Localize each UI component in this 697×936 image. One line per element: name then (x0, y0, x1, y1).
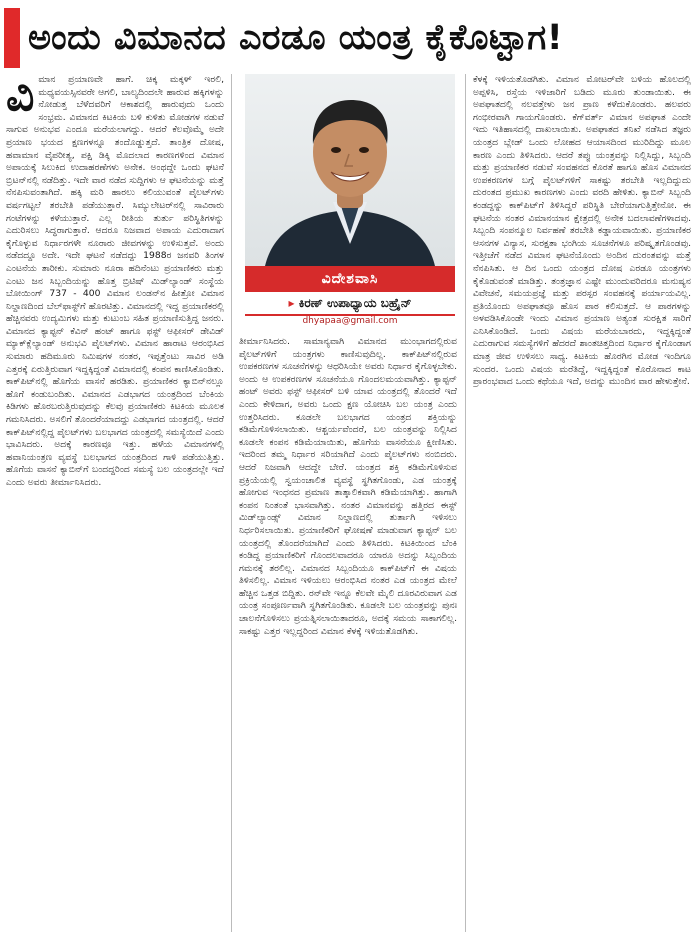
column-title: ವಿದೇಶವಾಸಿ (245, 266, 455, 292)
article-column-2 (239, 336, 457, 932)
column-1-text: ಮಾನ ಪ್ರಯಾಣವೇ ಹಾಗೆ. ಚಿಕ್ಕ ಮಕ್ಕಳ್ ಇರಲಿ, ಮಧ್ಯವಯಸ್ಸಿನವರೇ ಆಗಲಿ, ಬಾಲ್ಯದಿಂದಲೇ ಹಾರುವ ಹಕ್ಕಿಗಳನ್ನು ನೋಡುತ್ತ ಬೆಳೆದವರಿಗೆ ಆಕಾಶದಲ್ಲಿ ಹಾರುವುದು ಒಂದು ಸಂಭ್ರಮ. ವಿಮಾನದ ಕಿಟಕಿಯ ಬಳಿ ಕುಳಿತು ಮೋಡಗಳ ನಡುವೆ ಸಾಗುವ ಅನುಭವ ಎಂದೂ ಮರೆಯಲಾಗದ್ದು. ಆದರೆ ಕೆಲವೊಮ್ಮೆ ಅದೇ ಪ್ರಯಾಣ ಭಯದ ಕ್ಷಣಗಳನ್ನೂ ತಂದೊಡ್ಡುತ್ತದೆ. ತಾಂತ್ರಿಕ ದೋಷ, ಹವಾಮಾನ ವೈಪರೀತ್ಯ, ಪಕ್ಷಿ ಡಿಕ್ಕಿ ಮೊದಲಾದ ಕಾರಣಗಳಿಂದ ವಿಮಾನ ಅಪಾಯಕ್ಕೆ ಸಿಲುಕಿದ ಉದಾಹರಣೆಗಳು ಅನೇಕ. ಅಂಥದ್ದೇ ಒಂದು ಘಟನೆ ಬ್ರಿಟನ್‌ನಲ್ಲಿ ನಡೆದಿತ್ತು. ಇದೇ ವಾರ ನಡೆದ ಸುದ್ದಿಗಳು ಆ ಘಟನೆಯನ್ನು ಮತ್ತೆ ನೆನಪಿಸುವಂತಾಗಿದೆ. ಹಕ್ಕಿ ಮರಿ ಹಾರಲು ಕಲಿಯುವಂತೆ ಪೈಲಟ್‌ಗಳು ವರ್ಷಗಟ್ಟಲೆ ತರಬೇತಿ ಪಡೆಯುತ್ತಾರೆ. ಸಿಮ್ಯುಲೇಟರ್‌ನಲ್ಲಿ ಸಾವಿರಾರು ಗಂಟೆಗಳನ್ನು ಕಳೆಯುತ್ತಾರೆ. ಎಲ್ಲ ರೀತಿಯ ತುರ್ತು ಪರಿಸ್ಥಿತಿಗಳನ್ನು ಎದುರಿಸಲು ಸಿದ್ಧರಾಗುತ್ತಾರೆ. ಆದರೂ ನಿಜವಾದ ಅಪಾಯ ಎದುರಾದಾಗ ಕೈಗೊಳ್ಳುವ ನಿರ್ಧಾರಗಳೇ ನೂರಾರು ಜೀವಗಳನ್ನು ಉಳಿಸುತ್ತವೆ. ಅಂದು ನಡೆದದ್ದೂ ಅದೇ. ಇದೇ ಘಟನೆ ನಡೆದದ್ದು 1988ರ ಜನವರಿ ತಿಂಗಳ ಎಂಟನೆಯ ತಾರೀಕು. ಸುಮಾರು ನೂರಾ ಹದಿನೆಂಟು ಪ್ರಯಾಣಿಕರು ಮತ್ತು ಎಂಟು ಜನ ಸಿಬ್ಬಂದಿಯನ್ನು ಹೊತ್ತ ಬ್ರಿಟಿಷ್ ಮಿಡ್‌ಲ್ಯಾಂಡ್ ಸಂಸ್ಥೆಯ ಬೋಯಿಂಗ್ 737 - 400 ವಿಮಾನ ಲಂಡನ್‌ನ ಹೀತ್ರೋ ವಿಮಾನ ನಿಲ್ದಾಣದಿಂದ ಬೆಲ್‌ಫಾಸ್ಟ್‌ಗೆ ಹೊರಟಿತ್ತು. ವಿಮಾನದಲ್ಲಿ ಇದ್ದ ಪ್ರಯಾಣಿಕರಲ್ಲಿ ಹೆಚ್ಚಿನವರು ಉದ್ಯಮಿಗಳು ಮತ್ತು ಕುಟುಂಬ ಸಹಿತ ಪ್ರಯಾಣಿಸುತ್ತಿದ್ದ ಜನರು. ವಿಮಾನದ ಕ್ಯಾಪ್ಟನ್ ಕೆವಿನ್ ಹಂಟ್ ಹಾಗೂ ಫಸ್ಟ್ ಆಫೀಸರ್ ಡೇವಿಡ್ ಮ್ಯಾಕ್‌ಕ್ಲೆಲ್ಯಾಂಡ್ ಅನುಭವಿ ಪೈಲಟ್‌ಗಳು. ವಿಮಾನ ಹಾರಾಟ ಆರಂಭಿಸಿದ ಸುಮಾರು ಹದಿಮೂರು ನಿಮಿಷಗಳ ನಂತರ, ಇಪ್ಪತ್ತೆಂಟು ಸಾವಿರ ಅಡಿ ಎತ್ತರಕ್ಕೆ ಏರುತ್ತಿರುವಾಗ ಇದ್ದಕ್ಕಿದ್ದಂತೆ ವಿಮಾನದಲ್ಲಿ ಕಂಪನ ಕಾಣಿಸಿಕೊಂಡಿತು. ಕಾಕ್‌ಪಿಟ್‌ನಲ್ಲಿ ಹೊಗೆಯ ವಾಸನೆ ಹರಡಿತು. ಪ್ರಯಾಣಿಕರ ಕ್ಯಾಬಿನ್‌ನಲ್ಲೂ ಹೊಗೆ ಕಂಡುಬಂದಿತು. ವಿಮಾನದ ಎಡಭಾಗದ ಯಂತ್ರದಿಂದ ಬೆಂಕಿಯ ಕಿಡಿಗಳು ಹೊರಬರುತ್ತಿರುವುದನ್ನು ಕೆಲವು ಪ್ರಯಾಣಿಕರು ಕಿಟಕಿಯ ಮೂಲಕ ಗಮನಿಸಿದರು. ಅಸಲಿಗೆ ತೊಂದರೆಯಾದದ್ದು ಎಡಭಾಗದ ಯಂತ್ರದಲ್ಲಿ. ಆದರೆ ಕಾಕ್‌ಪಿಟ್‌ನಲ್ಲಿದ್ದ ಪೈಲಟ್‌ಗಳು ಬಲಭಾಗದ ಯಂತ್ರದಲ್ಲಿ ಸಮಸ್ಯೆಯಿದೆ ಎಂದು ಭಾವಿಸಿದರು. ಅದಕ್ಕೆ ಕಾರಣವೂ ಇತ್ತು. ಹಳೆಯ ವಿಮಾನಗಳಲ್ಲಿ ಹವಾನಿಯಂತ್ರಣ ವ್ಯವಸ್ಥೆ ಬಲಭಾಗದ ಯಂತ್ರದಿಂದ ಗಾಳಿ ಪಡೆಯುತ್ತಿತ್ತು. ಹೊಗೆಯ ವಾಸನೆ ಕ್ಯಾಬಿನ್‌ಗೆ ಬಂದದ್ದರಿಂದ ಸಮಸ್ಯೆ ಬಲ ಯಂತ್ರದಲ್ಲೇ ಇದೆ ಎಂದು ಅವರು ತೀರ್ಮಾನಿಸಿದರು. (6, 74, 224, 488)
red-accent-bar (4, 8, 20, 68)
byline (245, 292, 455, 316)
headline: ಅಂದು ವಿಮಾನದ ಎರಡೂ ಯಂತ್ರ ಕೈಕೊಟ್ಟಾಗ! (28, 18, 564, 58)
drop-cap: ವಿ (6, 74, 35, 121)
article-body (6, 74, 691, 932)
author-name: ಕಿರಣ್ ಉಪಾಧ್ಯಾಯ ಬಹ್ರೈನ್ (298, 296, 412, 310)
article-column-1 (6, 74, 224, 932)
column-divider-1 (231, 74, 232, 932)
byline-arrow-icon: ▸ (288, 296, 299, 310)
column-3-text: ಕೆಳಕ್ಕೆ ಇಳಿಯತೊಡಗಿತು. ವಿಮಾನ ಮೋಟರ್‌ವೇ ಬಳಿಯ ಹೊಲದಲ್ಲಿ ಅಪ್ಪಳಿಸಿ, ರಸ್ತೆಯ ಇಳಿಜಾರಿಗೆ ಬಡಿದು ಮೂರು ತುಂಡಾಯಿತು. ಈ ಅಪಘಾತದಲ್ಲಿ ನಲವತ್ತೇಳು ಜನ ಪ್ರಾಣ ಕಳೆದುಕೊಂಡರು. ಹಲವರು ಗಂಭೀರವಾಗಿ ಗಾಯಗೊಂಡರು. ಕೆಗ್‌ವರ್ತ್ ವಿಮಾನ ಅಪಘಾತ ಎಂದೇ ಇದು ಇತಿಹಾಸದಲ್ಲಿ ದಾಖಲಾಯಿತು. ಅಪಘಾತದ ತನಿಖೆ ನಡೆಸಿದ ತಜ್ಞರು ಯಂತ್ರದ ಬ್ಲೇಡ್ ಒಂದು ಲೋಹದ ಆಯಾಸದಿಂದ ಮುರಿದಿದ್ದು ಮೂಲ ಕಾರಣ ಎಂದು ತಿಳಿಸಿದರು. ಆದರೆ ತಪ್ಪು ಯಂತ್ರವನ್ನು ನಿಲ್ಲಿಸಿದ್ದು, ಸಿಬ್ಬಂದಿ ಮತ್ತು ಪ್ರಯಾಣಿಕರ ನಡುವೆ ಸಂವಹನದ ಕೊರತೆ ಹಾಗೂ ಹೊಸ ವಿಮಾನದ ಉಪಕರಣಗಳ ಬಗ್ಗೆ ಪೈಲಟ್‌ಗಳಿಗೆ ಸಾಕಷ್ಟು ತರಬೇತಿ ಇಲ್ಲದಿದ್ದುದು ದುರಂತದ ಪ್ರಮುಖ ಕಾರಣಗಳು ಎಂದು ವರದಿ ಹೇಳಿತು. ಕ್ಯಾಬಿನ್ ಸಿಬ್ಬಂದಿ ಕಂಡದ್ದನ್ನು ಕಾಕ್‌ಪಿಟ್‌ಗೆ ತಿಳಿಸಿದ್ದರೆ ಪರಿಸ್ಥಿತಿ ಬೇರೆಯಾಗುತ್ತಿತ್ತೇನೋ. ಈ ಘಟನೆಯ ನಂತರ ವಿಮಾನಯಾನ ಕ್ಷೇತ್ರದಲ್ಲಿ ಅನೇಕ ಬದಲಾವಣೆಗಳಾದವು. ಸಿಬ್ಬಂದಿ ಸಂಪನ್ಮೂಲ ನಿರ್ವಹಣೆ ತರಬೇತಿ ಕಡ್ಡಾಯವಾಯಿತು. ಪ್ರಯಾಣಿಕರ ಆಸನಗಳ ವಿನ್ಯಾಸ, ಸುರಕ್ಷತಾ ಭಂಗಿಯ ಸೂಚನೆಗಳೂ ಪರಿಷ್ಕೃತಗೊಂಡವು. ಇತ್ತೀಚೆಗೆ ನಡೆದ ವಿಮಾನ ಘಟನೆಯೊಂದು ಅಂದಿನ ದುರಂತವನ್ನು ಮತ್ತೆ ನೆನಪಿಸಿತು. ಆ ದಿನ ಒಂದು ಯಂತ್ರದ ದೋಷ ಎರಡೂ ಯಂತ್ರಗಳು ಕೈಕೊಡುವಂತೆ ಮಾಡಿತ್ತು. ತಂತ್ರಜ್ಞಾನ ಎಷ್ಟೇ ಮುಂದುವರಿದರೂ ಮನುಷ್ಯನ ವಿವೇಚನೆ, ಸಮಯಪ್ರಜ್ಞೆ ಮತ್ತು ಪರಸ್ಪರ ಸಂವಹನಕ್ಕೆ ಪರ್ಯಾಯವಿಲ್ಲ. ಪ್ರತಿಯೊಂದು ಅಪಘಾತವೂ ಹೊಸ ಪಾಠ ಕಲಿಸುತ್ತದೆ. ಆ ಪಾಠಗಳನ್ನು ಅಳವಡಿಸಿಕೊಂಡೇ ಇಂದು ವಿಮಾನ ಪ್ರಯಾಣ ಅತ್ಯಂತ ಸುರಕ್ಷಿತ ಸಾರಿಗೆ ಎನಿಸಿಕೊಂಡಿದೆ. ಒಂದು ವಿಷಯ ಮರೆಯಬಾರದು, ಇದ್ದಕ್ಕಿದ್ದಂತೆ ಎದುರಾಗುವ ಸಮಸ್ಯೆಗಳಿಗೆ ಹೆದರದೆ ಶಾಂತಚಿತ್ತದಿಂದ ನಿರ್ಧಾರ ಕೈಗೊಂಡಾಗ ಮಾತ್ರ ಜೀವ ಉಳಿಸಲು ಸಾಧ್ಯ. ಕಿಟಕಿಯ ಹೊರಗಿನ ಮೋಡ ಇಂದಿಗೂ ಸುಂದರ. ಒಂದು ವಿಷಯ ಮರೆತಿದ್ದೆ, ಇದ್ದಕ್ಕಿದ್ದಂತೆ ಕೊರೊನಾದ ಕಾಟ ಪ್ರಾರಂಭವಾದ ಒಂದು ಕಥೆಯೂ ಇದೆ, ಅದನ್ನು ಮುಂದಿನ ವಾರ ಹೇಳುತ್ತೇನೆ. (473, 74, 691, 388)
author-portrait-illustration (245, 74, 455, 266)
column-divider-2 (465, 74, 466, 932)
author-photo (245, 74, 455, 266)
article-column-3 (473, 74, 691, 932)
column-2-text: ತೀರ್ಮಾನಿಸಿದರು. ಸಾಮಾನ್ಯವಾಗಿ ವಿಮಾನದ ಮುಂಭಾಗದಲ್ಲಿರುವ ಪೈಲಟ್‌ಗಳಿಗೆ ಯಂತ್ರಗಳು ಕಾಣಿಸುವುದಿಲ್ಲ. ಕಾಕ್‌ಪಿಟ್‌ನಲ್ಲಿರುವ ಉಪಕರಣಗಳ ಸೂಚನೆಗಳನ್ನು ಆಧರಿಸಿಯೇ ಅವರು ನಿರ್ಧಾರ ಕೈಗೊಳ್ಳಬೇಕು. ಅಂದು ಆ ಉಪಕರಣಗಳ ಸೂಚನೆಯೂ ಗೊಂದಲಮಯವಾಗಿತ್ತು. ಕ್ಯಾಪ್ಟನ್ ಹಂಟ್ ಅವರು ಫಸ್ಟ್ ಆಫೀಸರ್ ಬಳಿ ಯಾವ ಯಂತ್ರದಲ್ಲಿ ತೊಂದರೆ ಇದೆ ಎಂದು ಕೇಳಿದಾಗ, ಅವರು ಒಂದು ಕ್ಷಣ ಯೋಚಿಸಿ ಬಲ ಯಂತ್ರ ಎಂದು ಉತ್ತರಿಸಿದರು. ಕೂಡಲೇ ಬಲಭಾಗದ ಯಂತ್ರದ ಶಕ್ತಿಯನ್ನು ಕಡಿಮೆಗೊಳಿಸಲಾಯಿತು. ಆಶ್ಚರ್ಯವೆಂದರೆ, ಬಲ ಯಂತ್ರವನ್ನು ನಿಲ್ಲಿಸಿದ ಕೂಡಲೇ ಕಂಪನ ಕಡಿಮೆಯಾಯಿತು, ಹೊಗೆಯ ವಾಸನೆಯೂ ಕ್ಷೀಣಿಸಿತು. ಇದರಿಂದ ತಮ್ಮ ನಿರ್ಧಾರ ಸರಿಯಾಗಿದೆ ಎಂದು ಪೈಲಟ್‌ಗಳು ನಂಬಿದರು. ಆದರೆ ನಿಜವಾಗಿ ಆದದ್ದೇ ಬೇರೆ. ಯಂತ್ರದ ಶಕ್ತಿ ಕಡಿಮೆಗೊಳಿಸುವ ಪ್ರಕ್ರಿಯೆಯಲ್ಲಿ ಸ್ವಯಂಚಾಲಿತ ವ್ಯವಸ್ಥೆ ಸ್ಥಗಿತಗೊಂಡು, ಎಡ ಯಂತ್ರಕ್ಕೆ ಹೋಗುವ ಇಂಧನದ ಪ್ರಮಾಣ ತಾತ್ಕಾಲಿಕವಾಗಿ ಕಡಿಮೆಯಾಗಿತ್ತು. ಹಾಗಾಗಿ ಕಂಪನ ನಿಂತಂತೆ ಭಾಸವಾಗಿತ್ತು. ನಂತರ ವಿಮಾನವನ್ನು ಹತ್ತಿರದ ಈಸ್ಟ್ ಮಿಡ್‌ಲ್ಯಾಂಡ್ಸ್ ವಿಮಾನ ನಿಲ್ದಾಣದಲ್ಲಿ ತುರ್ತಾಗಿ ಇಳಿಸಲು ನಿರ್ಧರಿಸಲಾಯಿತು. ಪ್ರಯಾಣಿಕರಿಗೆ ಘೋಷಣೆ ಮಾಡುವಾಗ ಕ್ಯಾಪ್ಟನ್ ಬಲ ಯಂತ್ರದಲ್ಲಿ ತೊಂದರೆಯಾಗಿದೆ ಎಂದು ತಿಳಿಸಿದರು. ಕಿಟಕಿಯಿಂದ ಬೆಂಕಿ ಕಂಡಿದ್ದ ಪ್ರಯಾಣಿಕರಿಗೆ ಗೊಂದಲವಾದರೂ ಯಾರೂ ಅದನ್ನು ಸಿಬ್ಬಂದಿಯ ಗಮನಕ್ಕೆ ತರಲಿಲ್ಲ. ವಿಮಾನದ ಸಿಬ್ಬಂದಿಯೂ ಕಾಕ್‌ಪಿಟ್‌ಗೆ ಈ ವಿಷಯ ತಿಳಿಸಲಿಲ್ಲ. ವಿಮಾನ ಇಳಿಯಲು ಆರಂಭಿಸಿದ ನಂತರ ಎಡ ಯಂತ್ರದ ಮೇಲೆ ಹೆಚ್ಚಿನ ಒತ್ತಡ ಬಿದ್ದಿತು. ರನ್‌ವೇ ಇನ್ನೂ ಕೆಲವೇ ಮೈಲಿ ದೂರವಿರುವಾಗ ಎಡ ಯಂತ್ರ ಸಂಪೂರ್ಣವಾಗಿ ಸ್ಥಗಿತಗೊಂಡಿತು. ಕೂಡಲೇ ಬಲ ಯಂತ್ರವನ್ನು ಪುನಃ ಚಾಲನೆಗೊಳಿಸಲು ಪ್ರಯತ್ನಿಸಲಾಯಿತಾದರೂ, ಅದಕ್ಕೆ ಸಮಯ ಸಾಕಾಗಲಿಲ್ಲ. ಸಾಕಷ್ಟು ಎತ್ತರ ಇಲ್ಲದ್ದರಿಂದ ವಿಮಾನ ಕೆಳಕ್ಕೆ ಇಳಿಯತೊಡಗಿತು. (239, 336, 457, 637)
headline-bar (4, 2, 693, 74)
author-box (239, 74, 463, 332)
author-email[interactable]: dhyapaa@gmail.com (302, 316, 398, 326)
